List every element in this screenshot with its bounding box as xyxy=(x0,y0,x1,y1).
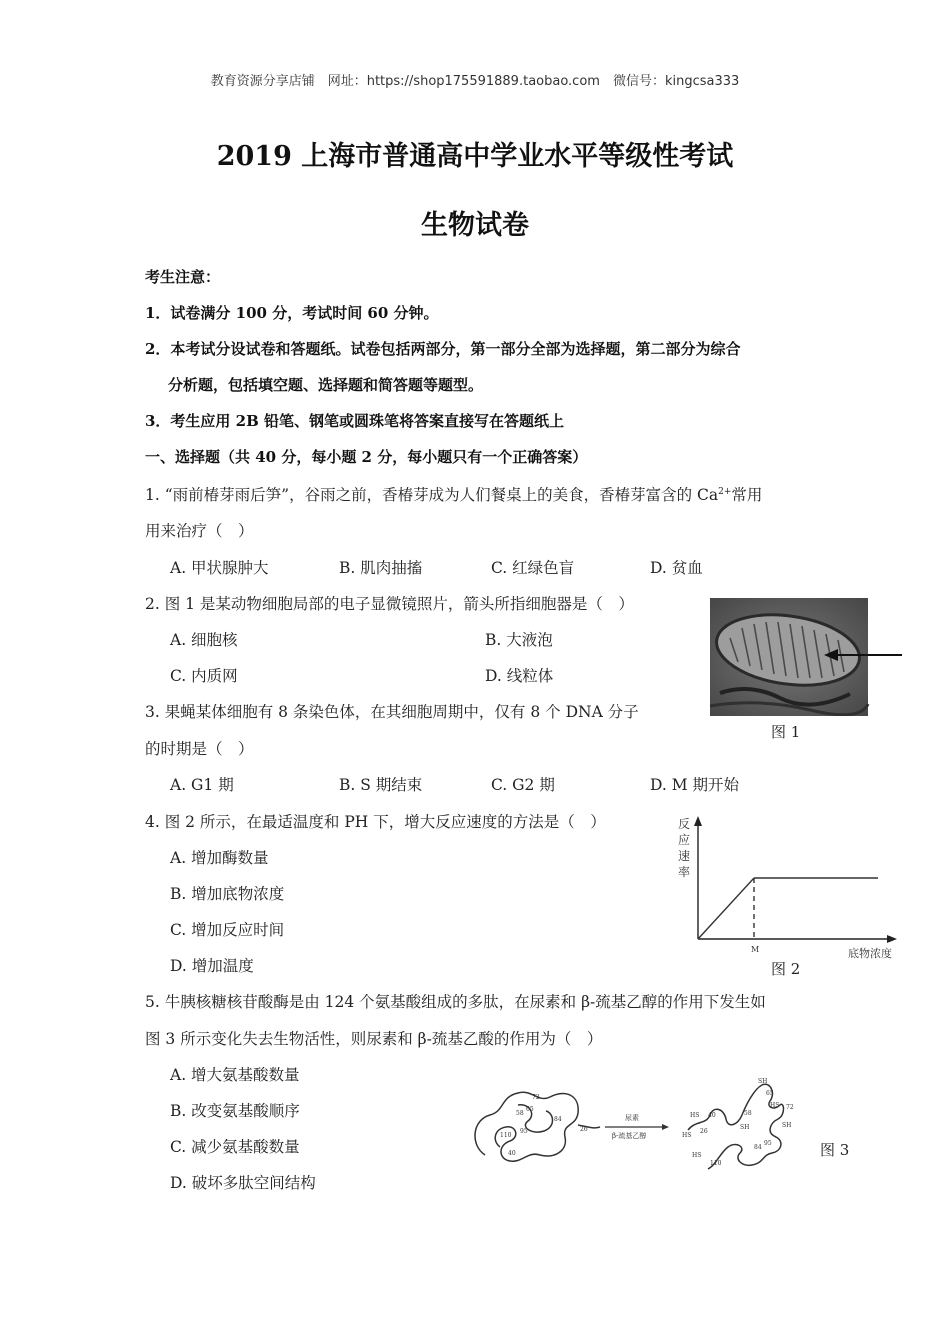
residue-58: 58 xyxy=(516,1110,524,1117)
q5-option-a: A. 增大氨基酸数量 xyxy=(170,1066,300,1084)
q3-option-c: C. G2 期 xyxy=(491,776,555,794)
q5-option-d: D. 破坏多肽空间结构 xyxy=(170,1174,316,1192)
page-header: 教育资源分享店铺 网址：https://shop175591889.taobao.com 微信号：kingcsa333 xyxy=(210,74,740,89)
question-3-line-2: 的时期是（ ） xyxy=(145,740,254,758)
q4-option-b: B. 增加底物浓度 xyxy=(170,885,285,903)
q2-option-b: B. 大液泡 xyxy=(485,631,553,649)
q2-option-c: C. 内质网 xyxy=(170,667,238,685)
figure-1-micrograph xyxy=(710,598,910,716)
label-40: 40 xyxy=(708,1112,716,1119)
q4-option-a: A. 增加酶数量 xyxy=(170,849,269,867)
notice-item-1: 1．试卷满分 100 分，考试时间 60 分钟。 xyxy=(145,304,439,322)
exam-title: 2019 上海市普通高中学业水平等级性考试 xyxy=(216,141,734,172)
label-sh-top: SH xyxy=(758,1078,768,1085)
arrow-label-urea: 尿素 xyxy=(625,1114,639,1122)
q1-option-b: B. 肌肉抽搐 xyxy=(339,559,423,577)
q1-option-d: D. 贫血 xyxy=(650,559,703,577)
y-label-char-4: 率 xyxy=(678,865,691,879)
label-sh-mid: SH xyxy=(740,1124,750,1131)
label-hs-lower: HS xyxy=(682,1132,692,1139)
notice-item-2-cont: 分析题，包括填空题、选择题和简答题等题型。 xyxy=(168,376,484,394)
q2-option-a: A. 细胞核 xyxy=(170,631,238,649)
m-tick-label: M xyxy=(751,945,760,954)
y-label-char-3: 速 xyxy=(678,849,691,863)
label-110: 110 xyxy=(710,1160,722,1167)
label-hs-left: HS xyxy=(690,1112,700,1119)
label-84: 84 xyxy=(754,1144,762,1151)
question-2-line-1: 2. 图 1 是某动物细胞局部的电子显微镜照片，箭头所指细胞器是（ ） xyxy=(145,595,634,613)
q1-option-a: A. 甲状腺肿大 xyxy=(170,559,269,577)
label-95: 95 xyxy=(764,1140,772,1147)
label-hs-bottom: HS xyxy=(692,1152,702,1159)
notice-heading: 考生注意： xyxy=(145,268,221,286)
question-1-text: 1. “雨前椿芽雨后笋”，谷雨之前，香椿芽成为人们餐桌上的美食，香椿芽富含的 Ca xyxy=(145,486,719,504)
q1-option-c: C. 红绿色盲 xyxy=(491,559,575,577)
mitochondrion-image xyxy=(710,598,910,716)
question-5-line-1: 5. 牛胰核糖核苷酸酶是由 124 个氨基酸组成的多肽，在尿素和 β-巯基乙醇的作用下发生如 xyxy=(145,993,766,1011)
figure-2-label: 图 2 xyxy=(771,960,801,978)
exam-subtitle: 生物试卷 xyxy=(421,210,529,241)
superscript-charge: 2+ xyxy=(718,486,732,497)
residue-84: 84 xyxy=(554,1116,562,1123)
residue-26: 26 xyxy=(580,1126,588,1133)
q4-option-d: D. 增加温度 xyxy=(170,957,254,975)
label-65: 65 xyxy=(766,1090,774,1097)
label-hs-upper: HS xyxy=(770,1102,780,1109)
label-26: 26 xyxy=(700,1128,708,1135)
question-1-line-2: 用来治疗（ ） xyxy=(145,522,254,540)
q4-option-c: C. 增加反应时间 xyxy=(170,921,285,939)
figure-1-label: 图 1 xyxy=(771,723,801,741)
arrow-label-mercaptoethanol: β-巯基乙醇 xyxy=(612,1132,647,1140)
q3-option-d: D. M 期开始 xyxy=(650,776,740,794)
figure-2-graph xyxy=(672,812,912,962)
y-label-char-1: 反 xyxy=(678,817,691,831)
label-58: 58 xyxy=(744,1110,752,1117)
q3-option-b: B. S 期结束 xyxy=(339,776,423,794)
label-sh-right: SH xyxy=(782,1122,792,1129)
q3-option-a: A. G1 期 xyxy=(170,776,234,794)
question-4-line-1: 4. 图 2 所示，在最适温度和 PH 下，增大反应速度的方法是（ ） xyxy=(145,813,606,831)
figure-3-label: 图 3 xyxy=(820,1141,850,1159)
residue-110: 110 xyxy=(500,1132,512,1139)
y-label-char-2: 应 xyxy=(678,833,691,847)
rate-rise-line xyxy=(698,878,754,939)
notice-item-3: 3．考生应用 2B 铅笔、钢笔或圆珠笔将答案直接写在答题纸上 xyxy=(145,412,564,430)
residue-95: 95 xyxy=(520,1128,528,1135)
question-1-text-end: 常用 xyxy=(731,486,763,504)
residue-65: 65 xyxy=(526,1106,534,1113)
question-1-line-1 xyxy=(145,483,762,505)
section-heading: 一、选择题（共 40 分，每小题 2 分，每小题只有一个正确答案） xyxy=(145,448,588,466)
denaturation-diagram xyxy=(470,1075,812,1175)
question-5-line-2: 图 3 所示变化失去生物活性，则尿素和 β-巯基乙酸的作用为（ ） xyxy=(145,1030,603,1048)
q5-option-b: B. 改变氨基酸顺序 xyxy=(170,1102,300,1120)
label-72: 72 xyxy=(786,1104,794,1111)
q2-option-d: D. 线粒体 xyxy=(485,667,554,685)
x-axis-label: 底物浓度 xyxy=(848,947,892,960)
notice-item-2: 2．本考试分设试卷和答题纸。试卷包括两部分，第一部分全部为选择题，第二部分为综合 xyxy=(145,340,741,358)
figure-3-diagram xyxy=(470,1075,812,1175)
q5-option-c: C. 减少氨基酸数量 xyxy=(170,1138,300,1156)
residue-72: 72 xyxy=(532,1094,540,1101)
residue-40: 40 xyxy=(508,1150,516,1157)
question-3-line-1: 3. 果蝇某体细胞有 8 条染色体，在其细胞周期中，仅有 8 个 DNA 分子 xyxy=(145,703,639,721)
rate-graph xyxy=(672,812,912,962)
